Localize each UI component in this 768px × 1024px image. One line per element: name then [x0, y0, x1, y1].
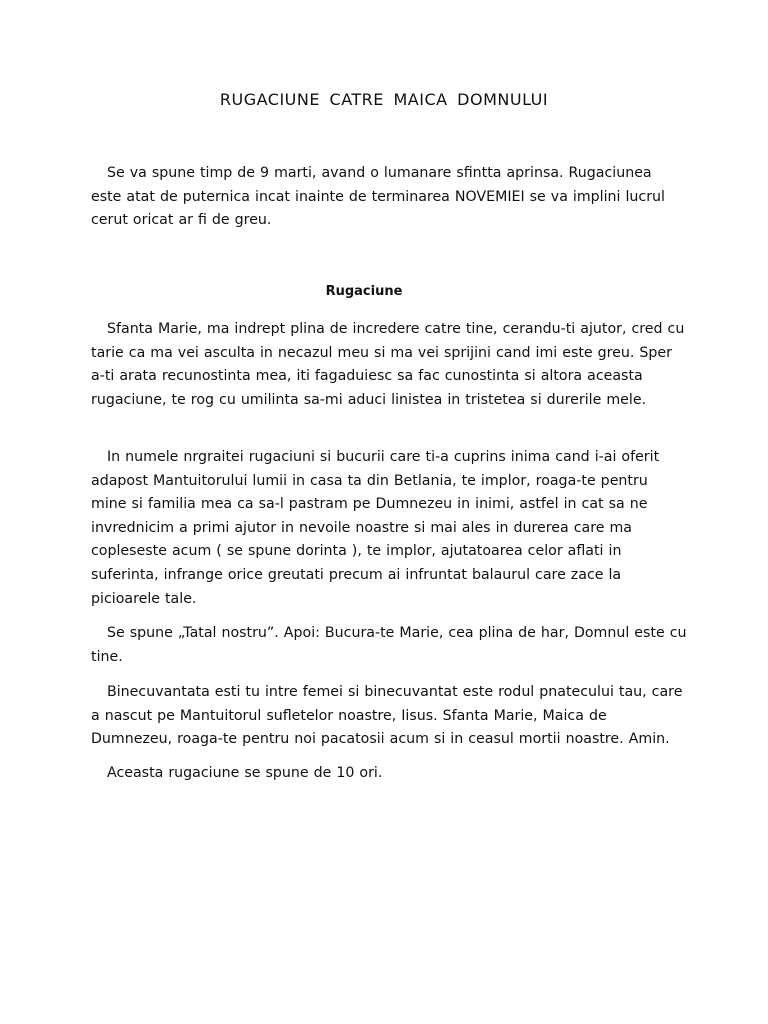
section-heading: Rugaciune: [325, 284, 403, 299]
prayer-paragraph-4: Binecuvantata esti tu intre femei si binecuvantat este rodul pnatecului tau, care a nascut pe Mantuitorul sufletelor noastre, Iisus. Sfanta Marie, Maica de Dumnezeu, roaga-te pentru noi pacatosii acum si in ceasul mortii noastre. Amin.: [91, 684, 683, 748]
prayer-paragraph-5: Aceasta rugaciune se spune de 10 ori.: [107, 765, 383, 781]
prayer-paragraph-1: Sfanta Marie, ma indrept plina de incredere catre tine, cerandu-ti ajutor, cred cu tarie ca ma vei asculta in necazul meu si ma vei sprijini cand imi este greu. Sper a-ti arata recunostinta mea, iti fagaduiesc sa fac cunostinta si altora aceasta rugaciune, te rog cu umilinta sa-mi aduci linistea in tristetea si durerile mele.: [91, 321, 685, 408]
document-title: RUGACIUNE CATRE MAICA DOMNULUI: [219, 90, 549, 109]
prayer-paragraph-2: In numele nrgraitei rugaciuni si bucurii care ti-a cuprins inima cand i-ai oferit adapost Mantuitorului lumii in casa ta din Betlania, te implor, roaga-te pentru mine si familia mea ca sa-l pastram pe Dumnezeu in inimi, astfel in cat sa ne invrednicim a primi ajutor in nevoile noastre si mai ales in durerea care ma copleseste acum ( se spune dorinta ), te implor, ajutatoarea celor aflati in suferinta, infrange orice greutati precum ai infruntat balaurul care zace la picioarele tale.: [91, 449, 660, 607]
intro-paragraph: Se va spune timp de 9 marti, avand o lumanare sfintta aprinsa. Rugaciunea este atat de puternica incat inainte de terminarea NOVEMIEI se va implini lucrul cerut oricat ar fi de greu.: [91, 165, 665, 229]
prayer-paragraph-3: Se spune „Tatal nostru”. Apoi: Bucura-te Marie, cea plina de har, Domnul este cu tine.: [91, 625, 687, 665]
